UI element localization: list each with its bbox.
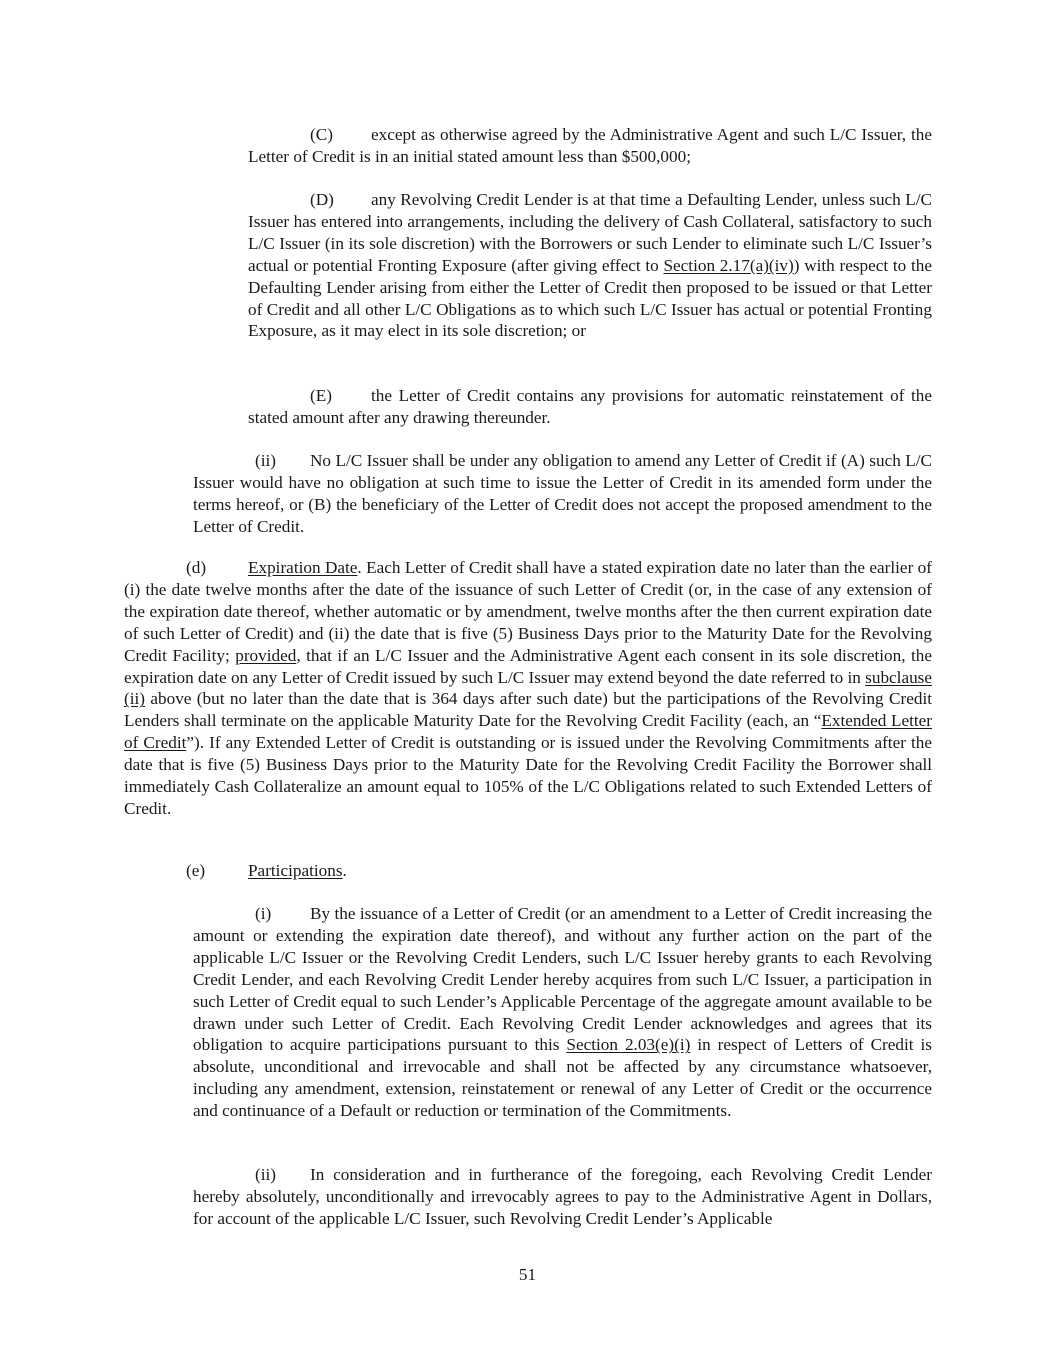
clause-text: . Each Letter of Credit shall have a stated expiration date no later than the earlier of (i) the date twelve months after the date of the issuance of such Letter of Credit (or, in the case of any extension of the expiration date thereof, whether automatic or by amendment, twelve months after the then current expiration date of such Letter of Credit) and (ii) the date that is five (5) Business Days prior to the Maturity Date for the Revolving Credit Facility;	[124, 558, 932, 665]
clause-text: above (but no later than the date that is 364 days after such date) but the participations of the Revolving Credit Lenders shall terminate on the applicable Maturity Date for the Revolving Credit Facility (each, an “	[124, 689, 932, 731]
clause-label: (e)	[186, 861, 206, 880]
heading-punctuation: .	[342, 861, 347, 880]
clause-text: ”). If any Extended Letter of Credit is outstanding or is issued under the Revolving Commitments after the date that is five (5) Business Days prior to the Maturity Date for the Revolving Credit Facility the Borrower shall immediately Cash Collateralize an amount equal to 105% of the L/C Obligations related to such Extended Letters of Credit.	[124, 733, 933, 818]
clause-text: in respect of Letters of Credit is absolute, unconditional and irrevocable and shall not be affected by any circumstance whatsoever, including any amendment, extension, reinstatement or renewal of any Letter of Credit or the occurrence and continuance of a Default or reduction or termination of the Commitments.	[193, 1035, 932, 1121]
clause-text: , that if an L/C Issuer and the Administrative Agent each consent in its sole discretion, the expiration date on any Letter of Credit issued by such L/C Issuer may extend beyond the date referred to in	[124, 645, 933, 687]
page-number: 51	[518, 1265, 537, 1284]
section-d-expiration-date	[124, 557, 932, 820]
clause-C	[248, 124, 932, 168]
section-heading: Participations	[248, 861, 343, 880]
clause-text: By the issuance of a Letter of Credit (or an amendment to a Letter of Credit increasing the amount or extending the expiration date thereof), and without any further action on the part of the applicable L/C Issuer or the Revolving Credit Lenders, such L/C Issuer hereby grants to each Revolving Credit Lender, and each Revolving Credit Lender hereby acquires from such L/C Issuer, a participation in such Letter of Credit equal to such Lender’s Applicable Percentage of the aggregate amount available to be drawn under such Letter of Credit. Each Revolving Credit Lender acknowledges and agrees that its obligation to acquire participations pursuant to this	[193, 904, 932, 1055]
clause-label: (E)	[310, 386, 332, 405]
clause-E	[248, 385, 932, 429]
clause-ii-amend	[193, 450, 932, 538]
clause-label: (ii)	[255, 451, 276, 470]
section-heading: Expiration Date	[248, 558, 358, 577]
clause-label: (D)	[310, 190, 334, 209]
section-reference-link: Section 2.03(e)(i)	[566, 1035, 691, 1055]
clause-text: any Revolving Credit Lender is at that time a Defaulting Lender, unless such L/C Issuer has entered into arrangements, including the delivery of Cash Collateral, satisfactory to such L/C Issuer (in its sole discretion) with the Borrowers or such Lender to eliminate such L/C Issuer’s actual or potential Fronting Exposure (after giving effect to	[248, 190, 932, 275]
clause-label: (C)	[310, 125, 333, 144]
clause-text: In consideration and in furtherance of the foregoing, each Revolving Credit Lender hereby absolutely, unconditionally and irrevocably agrees to pay to the Administrative Agent in Dollars, for account of the applicable L/C Issuer, such Revolving Credit Lender’s Applicable	[193, 1165, 932, 1228]
subclause-reference: subclause (ii)	[124, 667, 932, 709]
defined-term: Extended Letter of Credit	[124, 711, 932, 753]
clause-D	[248, 189, 932, 342]
clause-text: No L/C Issuer shall be under any obligation to amend any Letter of Credit if (A) such L/C Issuer would have no obligation at such time to issue the Letter of Credit in its amended form under the terms hereof, or (B) the beneficiary of the Letter of Credit does not accept the proposed amendment to the Letter of Credit.	[193, 451, 932, 536]
clause-label: (i)	[255, 904, 272, 923]
section-e-participations	[124, 860, 932, 882]
clause-text: except as otherwise agreed by the Administrative Agent and such L/C Issuer, the Letter of Credit is in an initial stated amount less than $500,000;	[248, 125, 932, 166]
section-reference-link: Section 2.17(a)(iv)	[663, 255, 794, 275]
clause-label: (d)	[186, 558, 207, 577]
clause-text: ) with respect to the Defaulting Lender arising from either the Letter of Credit then proposed to be issued or that Letter of Credit and all other L/C Obligations as to which such L/C Issuer has actual or potential Fronting Exposure, as it may elect in its sole discretion; or	[248, 255, 932, 341]
clause-i-participations	[193, 903, 932, 1122]
clause-text: the Letter of Credit contains any provisions for automatic reinstatement of the stated amount after any drawing thereunder.	[248, 386, 932, 427]
clause-ii-payment	[193, 1164, 932, 1230]
proviso-term: provided	[235, 645, 297, 665]
clause-label: (ii)	[255, 1165, 276, 1184]
